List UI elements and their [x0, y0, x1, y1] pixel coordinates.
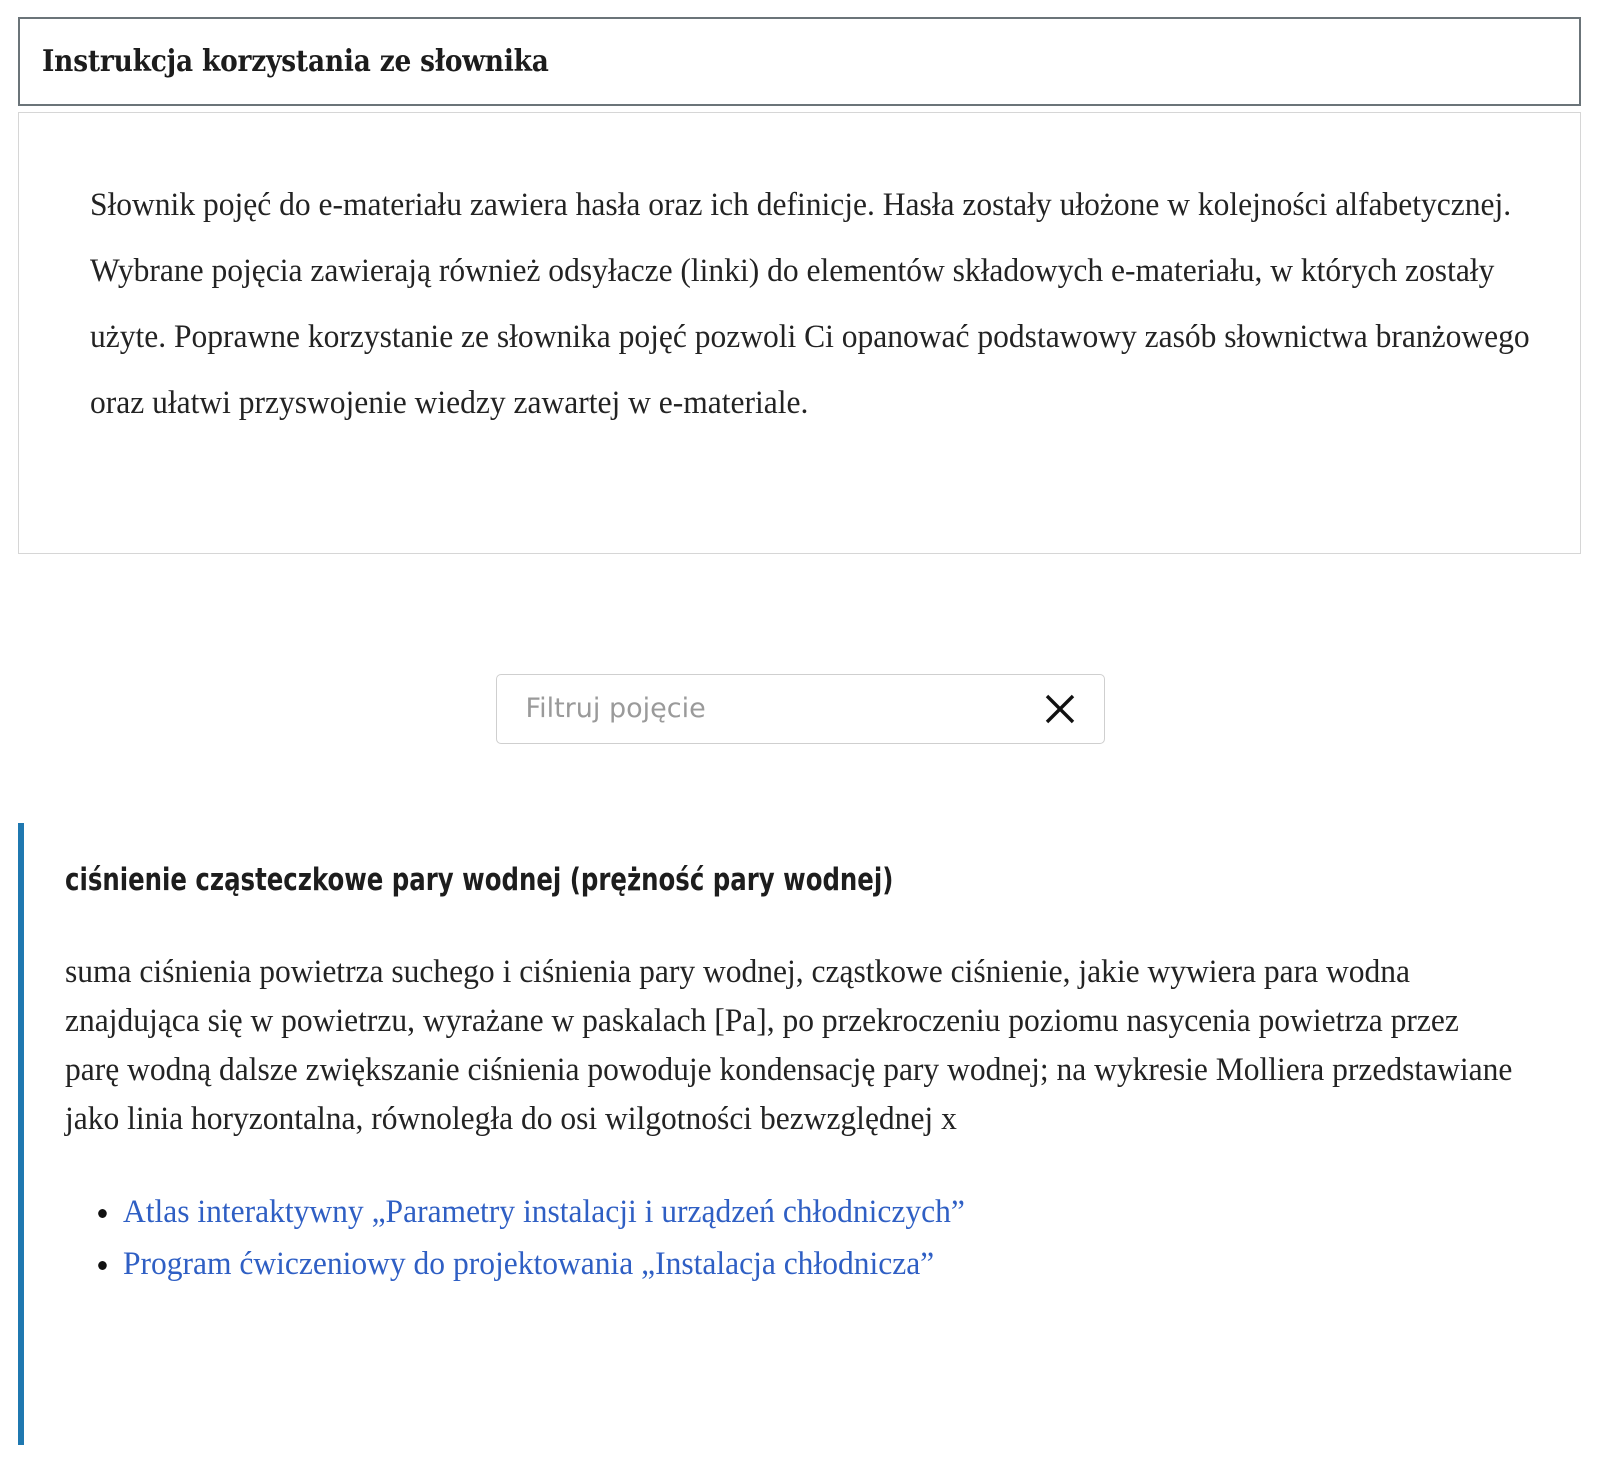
- clear-filter-button[interactable]: [1038, 687, 1082, 731]
- glossary-reference-list: [65, 1186, 1588, 1290]
- reference-link-program[interactable]: Program ćwiczeniowy do projektowania „Instalacja chłodnicza”: [123, 1246, 935, 1282]
- glossary-definition: suma ciśnienia powietrza suchego i ciśnienia pary wodnej, cząstkowe ciśnienie, jakie wywiera para wodna znajdująca się w powietrzu, wyrażane w paskalach [Pa], po przekroczeniu poziomu nasycenia powietrza przez parę wodną dalsze zwiększanie ciśnienia powoduje kondensację pary wodnej; na wykresie Molliera przedstawiane jako linia horyzontalna, równoległa do osi wilgotności bezwzględnej x: [65, 954, 1513, 1137]
- filter-input[interactable]: [526, 689, 1038, 729]
- instruction-panel: [18, 17, 1581, 554]
- glossary-term: ciśnienie cząsteczkowe pary wodnej (prężność pary wodnej): [65, 862, 894, 898]
- glossary-entry: [18, 823, 1588, 1445]
- filter-row: [0, 674, 1600, 744]
- instruction-body-text: Słownik pojęć do e-materiału zawiera hasła oraz ich definicje. Hasła zostały ułożone w kolejności alfabetycznej. Wybrane pojęcia zawierają również odsyłacze (linki) do elementów składowych e-materiału, w których zostały użyte. Poprawne korzystanie ze słownika pojęć pozwoli Ci opanować podstawowy zasób słownictwa branżowego oraz ułatwi przyswojenie wiedzy zawartej w e-materiale.: [90, 187, 1530, 421]
- instruction-body: [18, 112, 1581, 554]
- filter-box[interactable]: [496, 674, 1105, 744]
- list-item: [123, 1186, 1522, 1238]
- instruction-header: [18, 17, 1581, 106]
- instruction-header-title: Instrukcja korzystania ze słownika: [42, 44, 549, 79]
- reference-link-atlas[interactable]: Atlas interaktywny „Parametry instalacji i urządzeń chłodniczych”: [123, 1194, 965, 1230]
- close-x-icon: [1043, 692, 1077, 726]
- list-item: [123, 1238, 1522, 1290]
